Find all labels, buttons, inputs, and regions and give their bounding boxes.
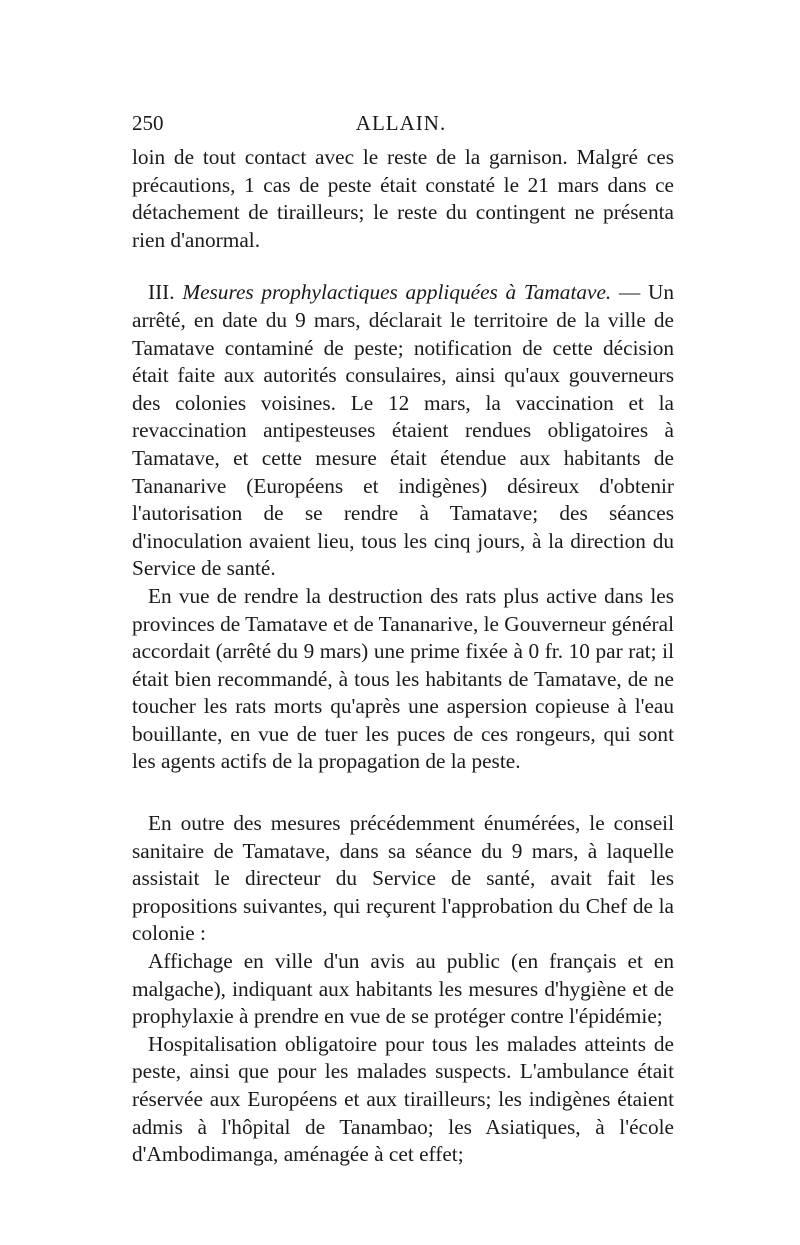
paragraph-continuation: loin de tout contact avec le reste de la garnison. Malgré ces précautions, 1 cas de peste était constaté le 21 mars dans ce détachement de tirailleurs; le reste du contingent ne présenta rien d'anormal. — [132, 145, 674, 252]
page-body — [132, 144, 674, 1169]
page-header — [132, 108, 670, 138]
paragraph-hospitalisation: Hospitalisation obligatoire pour tous les malades atteints de peste, ainsi que pour les malades suspects. L'ambulance était réservée aux Européens et aux tirailleurs; les indigènes étaient admis à l'hôpital de Tanambao; les Asiatiques, à l'école d'Ambodimanga, aménagée à cet effet; — [132, 1031, 674, 1167]
running-head: ALLAIN. — [355, 111, 447, 135]
section-number: III. — [148, 280, 175, 305]
paragraph-rats: En vue de rendre la destruction des rats plus active dans les provinces de Tamatave et de Tananarive, le Gouverneur général accordait (arrêté du 9 mars) une prime fixée à 0 fr. 10 par rat; il était bien recommandé, à tous les habitants de Tamatave, de ne toucher les rats morts qu'après une aspersion copieuse à l'eau bouillante, en vue de tuer les puces de ces rongeurs, qui sont les agents actifs de la propagation de la peste. — [132, 583, 675, 774]
section-text: Un arrêté, en date du 9 mars, déclarait le territoire de la ville de Tamatave contaminé de peste; notification de cette décision était faite aux autorités consulaires, ainsi qu'aux gouverneurs des colonies voisines. Le 12 mars, la vaccination et la revaccination antipesteuses étaient rendues obligatoires à Tamatave, et cette mesure était étendue aux habitants de Tananarive (Européens et indigènes) désireux d'obtenir l'autorisation de se rendre à Tamatave; des séances d'inoculation avaient lieu, tous les cinq jours, à la direction du Service de santé. — [132, 280, 675, 581]
section-title: Mesures prophylactiques appliquées à Tamatave. — [182, 280, 612, 305]
section-paragraph — [132, 279, 674, 583]
paragraph-conseil: En outre des mesures précédemment énumérées, le conseil sanitaire de Tamatave, dans sa séance du 9 mars, à laquelle assistait le directeur du Service de santé, avait fait les propositions suivantes, qui reçurent l'approbation du Chef de la colonie : — [132, 811, 674, 946]
page-number: 250 — [132, 111, 164, 135]
paragraph-affichage: Affichage en ville d'un avis au public (en français et en malgache), indiquant aux habitants les mesures d'hygiène et de prophylaxie à prendre en vue de se protéger contre l'épidémie; — [132, 949, 674, 1029]
section-dash: — — [618, 280, 641, 305]
